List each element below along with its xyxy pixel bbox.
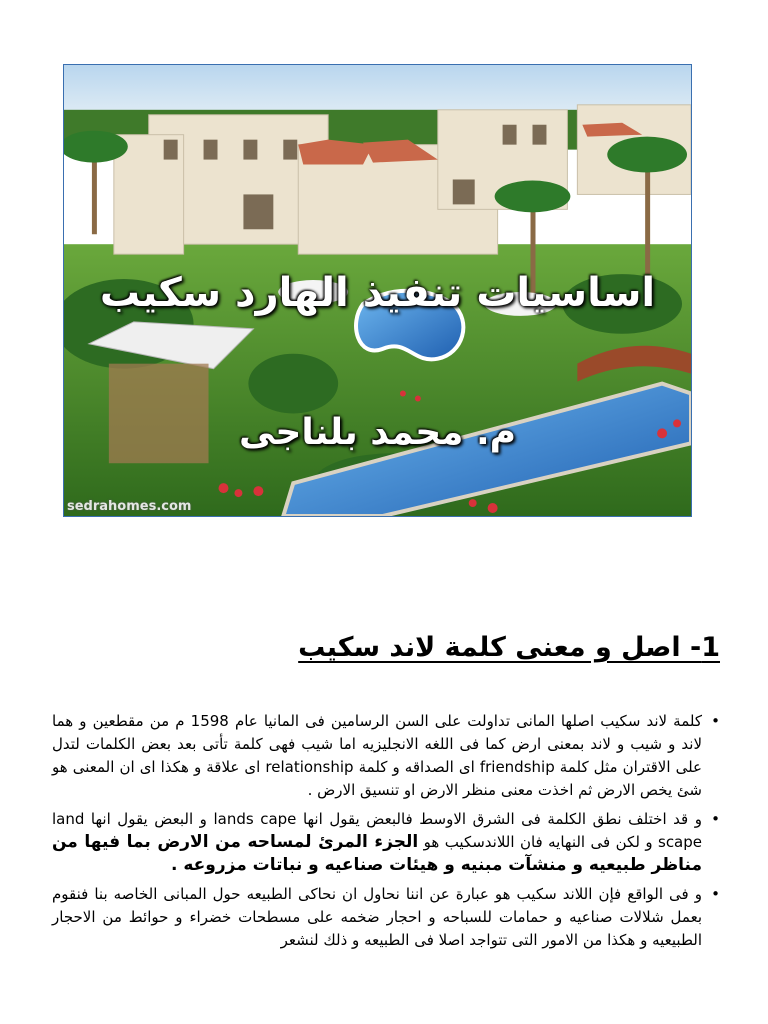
bullet-item bbox=[52, 710, 702, 802]
author-name: م. محمد بلناجى bbox=[238, 412, 517, 453]
bullet-text: و قد اختلف نطق الكلمة فى الشرق الاوسط فالبعض يقول انها lands cape و البعض يقول انها land scape و لكن فى النهايه فان اللاندسكيب هو bbox=[52, 810, 703, 851]
document-title: اساسيات تنفيذ الهارد سكيب bbox=[99, 270, 656, 316]
bullet-text: كلمة لاند سكيب اصلها المانى تداولت على السن الرسامين فى المانيا عام 1598 م من مقطعين و هما لاند و شيب و لاند بمعنى ارض كما فى اللغه الانجليزيه اما شيب فهى كلمة تأتى بعد بعض الكلمات لتدل على الاقتران مثل كلمة friendship اى الصداقه و كلمة relationship اى علاقة و هكذا اى ان المعنى هو شئ يخص الارض ثم اخذت معنى منظر الارض او تنسيق الارض . bbox=[52, 712, 702, 799]
section-body bbox=[52, 710, 720, 958]
section-heading: 1- اصل و معنى كلمة لاند سكيب bbox=[298, 632, 720, 663]
image-watermark: sedrahomes.com bbox=[67, 499, 192, 514]
bullet-list bbox=[52, 710, 720, 952]
hero-image bbox=[63, 64, 692, 517]
bullet-bold-text: الجزء المرئ لمساحه من الارض بما فيها من مناظر طبيعيه و منشآت مبنيه و هيئات صناعيه و نباتات مزروعه . bbox=[52, 832, 702, 875]
bullet-item bbox=[52, 808, 702, 877]
bullet-item bbox=[52, 883, 702, 952]
bullet-text: و فى الواقع فإن اللاند سكيب هو عبارة عن اننا نحاول ان نحاكى الطبيعه حول المبانى الخاصه بنا فنقوم بعمل شلالات صناعيه و حمامات للسباحه و احجار ضخمه على مسطحات خضراء و حوائط من الاحجار الطبيعيه و هكذا من الامور التى تتواجد اصلا فى الطبيعه و ذلك لنشعر bbox=[52, 885, 702, 949]
